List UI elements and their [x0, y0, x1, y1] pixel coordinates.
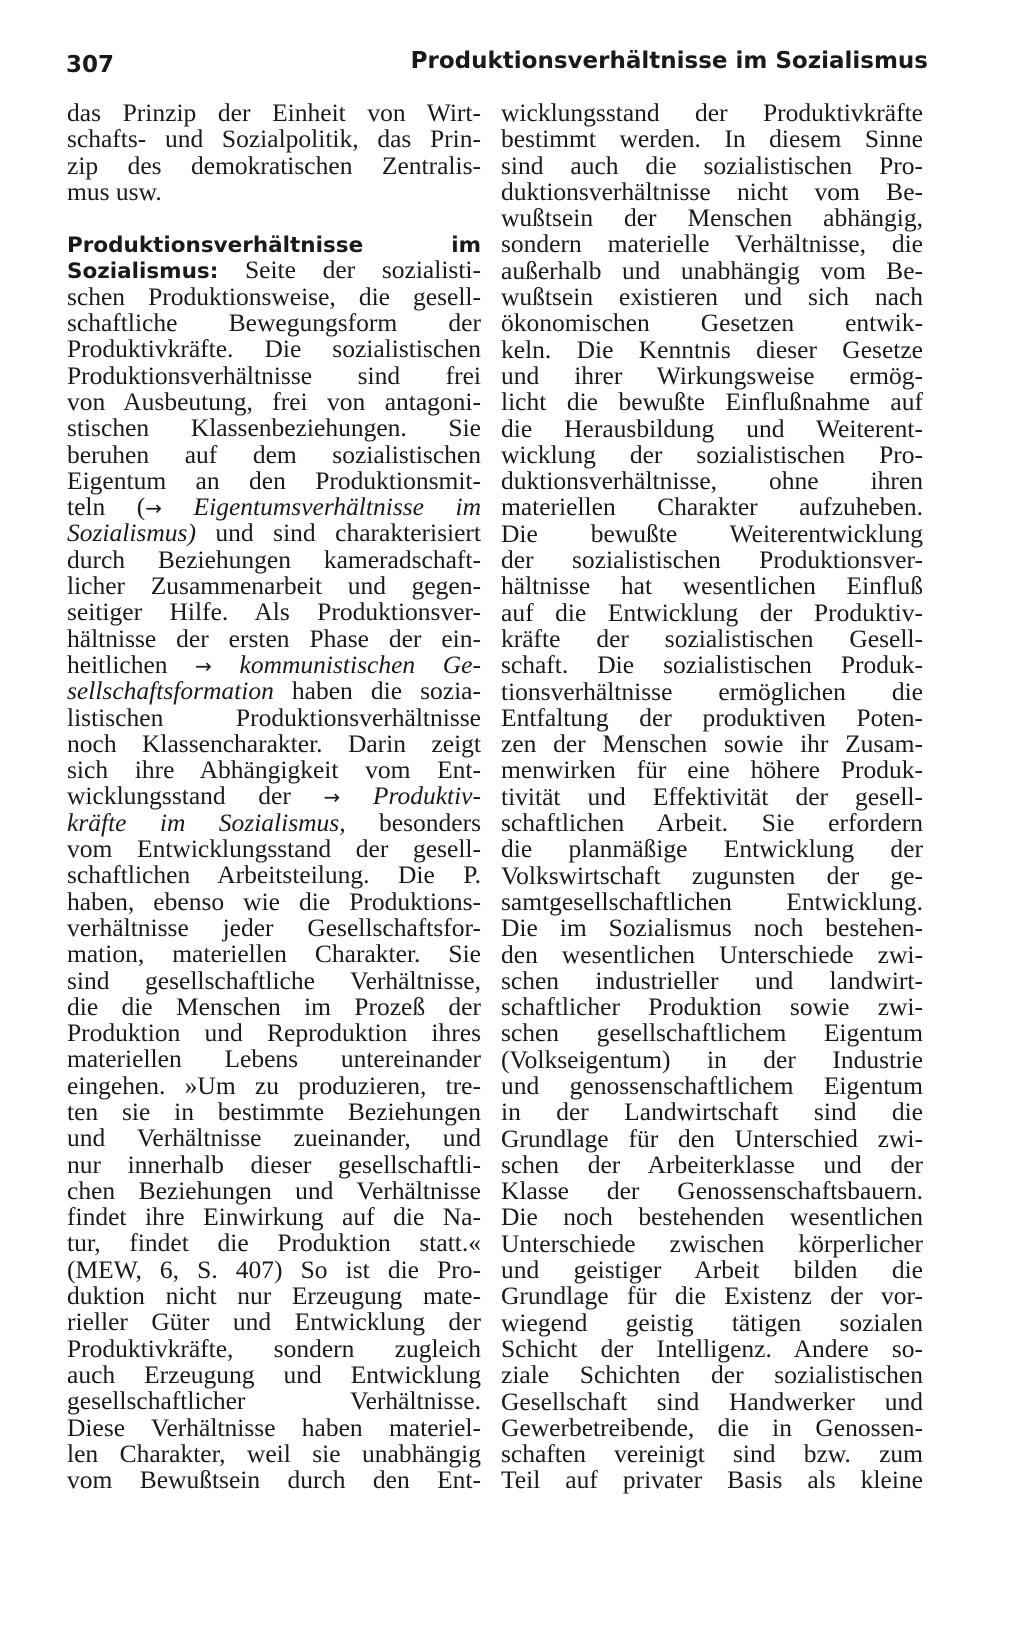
text-line: len Charakter, weil sie unabhängig [67, 1438, 481, 1468]
text-line: stischen Klassenbeziehungen. Sie [67, 413, 481, 443]
text-line: schaftliche Bewegungsform der [67, 308, 481, 338]
text-line: sind gesellschaftliche Verhältnisse, [67, 965, 481, 995]
text-line: zip des demokratischen Zentralis- [67, 150, 481, 180]
text-line: beruhen auf dem sozialistischen [67, 439, 481, 469]
text-line: Produktionsverhältnisse sind frei [67, 360, 481, 390]
text-line: wicklungsstand der Produktivkräfte [501, 98, 923, 127]
text-line: Klasse der Genossenschaftsbauern. [501, 1176, 923, 1206]
text-line: die planmäßige Entwicklung der [501, 834, 923, 864]
cross-reference-link[interactable]: sellschaftsformation [67, 676, 274, 706]
text-line: duktion nicht nur Erzeugung mate- [67, 1281, 481, 1311]
text-line: den wesentlichen Unterschiede zwi- [501, 939, 923, 969]
entry-text: Seite der sozialisti- [218, 255, 481, 285]
text-line: duktionsverhältnisse, ohne ihren [501, 466, 923, 496]
entry-heading: Produktionsverhältnisse im [67, 233, 481, 259]
text-line: wicklung der sozialistischen Pro- [501, 439, 923, 469]
text-line: schaftlichen Arbeitsteilung. Die P. [67, 860, 481, 890]
text-line: bestimmt werden. In diesem Sinne [501, 124, 923, 154]
text-line: sondern materielle Verhältnisse, die [501, 229, 923, 259]
text-line: das Prinzip der Einheit von Wirt- [67, 98, 481, 127]
cross-reference-arrow: → [195, 653, 212, 678]
text-line: teln (→ Eigentumsverhältnisse im [67, 492, 482, 522]
text-line: schen gesellschaftlichem Eigentum [501, 1018, 923, 1048]
cross-reference-link[interactable]: kommunistischen Ge- [211, 649, 481, 679]
text-line: seitiger Hilfe. Als Produktionsver- [67, 597, 481, 627]
entry-body-b [67, 544, 481, 653]
text-line: Entfaltung der produktiven Poten- [501, 702, 923, 732]
text-line: findet ihre Einwirkung auf die Na- [67, 1202, 481, 1232]
text-line: duktionsverhältnisse nicht vom Be- [501, 176, 923, 206]
text-line: eingehen. »Um zu produzieren, tre- [67, 1070, 481, 1100]
cross-reference-link[interactable]: Eigentumsverhältnisse im [162, 492, 482, 522]
text-line: ökonomischen Gesetzen entwik- [501, 308, 923, 338]
text-line: der sozialistischen Produktionsver- [501, 545, 923, 575]
cross-reference-arrow: → [145, 496, 163, 521]
text-line: schen Produktionsweise, die gesell- [67, 281, 481, 311]
text-line: ten sie in bestimmte Beziehungen [67, 1096, 481, 1126]
entry-body-a [67, 281, 481, 495]
text-line: schen der Arbeiterklasse und der [501, 1149, 923, 1179]
text-line: rieller Güter und Entwicklung der [67, 1307, 481, 1337]
running-title: Produktionsverhältnisse im Sozialismus [410, 48, 928, 74]
text-line: vom Entwicklungsstand der gesell- [67, 834, 481, 864]
text-line: Diese Verhältnisse haben materiel- [67, 1412, 481, 1442]
text-line: noch Klassencharakter. Darin zeigt [67, 728, 481, 758]
text-line: Teil auf privater Basis als kleine [501, 1465, 923, 1495]
text-line: Gewerbetreibende, die in Genossen- [501, 1412, 923, 1442]
text-line: Die bewußte Weiterentwicklung [501, 518, 923, 548]
text-line: schaft. Die sozialistischen Produk- [501, 650, 923, 680]
text-line: mation, materiellen Charakter. Sie [67, 939, 481, 969]
left-column [67, 100, 481, 1493]
text-line: chen Beziehungen und Verhältnisse [67, 1175, 481, 1205]
cross-reference-link[interactable]: Sozialismus) [67, 518, 196, 548]
right-column [501, 100, 923, 1494]
text-line: (Volkseigentum) in der Industrie [501, 1044, 923, 1074]
text-line: und genossenschaftlichem Eigentum [501, 1070, 923, 1100]
text-line: materiellen Charakter aufzuheben. [501, 492, 923, 522]
text-line: auf die Entwicklung der Produktiv- [501, 597, 923, 627]
running-header [66, 44, 928, 80]
text-line: Eigentum an den Produktionsmit- [67, 465, 481, 495]
cross-reference-link[interactable]: Produktiv- [340, 781, 481, 811]
text-line: licht die bewußte Einflußnahme auf [501, 387, 923, 417]
text-line: heitlichen → kommunistischen Ge- [67, 649, 481, 679]
text-line: materiellen Lebens untereinander [67, 1044, 481, 1074]
entry-heading-cont: Sozialismus: [67, 259, 219, 285]
text-line: schen industrieller und landwirt- [501, 965, 923, 995]
text-line: sind auch die sozialistischen Pro- [501, 150, 923, 180]
text-line: schaften vereinigt sind bzw. zum [501, 1439, 923, 1469]
text-line: Gesellschaft sind Handwerker und [501, 1386, 923, 1416]
text-line: wiegend geistig tätigen sozialen [501, 1307, 923, 1337]
text-line: schafts- und Sozialpolitik, das Prin- [67, 124, 481, 154]
text-line: (MEW, 6, S. 407) So ist die Pro- [67, 1254, 481, 1284]
text-line: keln. Die Kenntnis dieser Gesetze [501, 334, 923, 364]
text-line: wußtsein der Menschen abhängig, [501, 203, 923, 233]
text-line: tionsverhältnisse ermöglichen die [501, 676, 923, 706]
entry-body-c [67, 702, 481, 785]
text-line: wicklungsstand der → Produktiv- [67, 781, 481, 811]
text-line: Unterschiede zwischen körperlicher [501, 1228, 923, 1258]
text-line: sich ihre Abhängigkeit vom Ent- [67, 755, 481, 785]
entry-heading-line [67, 231, 481, 257]
text-line: schaftlichen Arbeit. Sie erfordern [501, 808, 923, 838]
text-line: die Herausbildung und Weiterent- [501, 413, 923, 443]
cross-reference-link[interactable]: kräfte im Sozialismus, [67, 807, 346, 837]
text-line: Grundlage für den Unterschied zwi- [501, 1123, 923, 1153]
entry-heading-line-2 [67, 257, 481, 283]
text-line: Schicht der Intelligenz. Andere so- [501, 1333, 923, 1363]
text-line: listischen Produktionsverhältnisse [67, 702, 481, 732]
text-line: und Verhältnisse zueinander, und [67, 1123, 481, 1153]
page-number: 307 [66, 52, 115, 78]
text-line: und ihrer Wirkungsweise ermög- [501, 360, 923, 390]
text-line: hältnisse hat wesentlichen Einfluß [501, 571, 923, 601]
text-line: Grundlage für die Existenz der vor- [501, 1281, 923, 1311]
text-line: durch Beziehungen kameradschaft- [67, 544, 481, 574]
text-line: Volkswirtschaft zugunsten der ge- [501, 860, 923, 890]
text-line: und geistiger Arbeit bilden die [501, 1255, 923, 1285]
intro-paragraph [67, 100, 481, 205]
text-line: Die noch bestehenden wesentlichen [501, 1202, 923, 1232]
text-line: die die Menschen im Prozeß der [67, 991, 481, 1021]
text-line: schaftlicher Produktion sowie zwi- [501, 992, 923, 1022]
text-line: auch Erzeugung und Entwicklung [67, 1359, 481, 1389]
text-line: wußtsein existieren und sich nach [501, 282, 923, 312]
text-line: tur, findet die Produktion statt.« [67, 1228, 481, 1258]
text-line: haben, ebenso wie die Produktions- [67, 886, 481, 916]
text-line: Produktivkräfte, sondern zugleich [67, 1333, 481, 1363]
text-line: ziale Schichten der sozialistischen [501, 1360, 923, 1390]
entry-body-d [67, 836, 481, 1493]
text-line: licher Zusammenarbeit und gegen- [67, 571, 481, 601]
text-line: vom Bewußtsein durch den Ent- [67, 1465, 481, 1495]
text-line: in der Landwirtschaft sind die [501, 1097, 923, 1127]
text-line: tivität und Effektivität der gesell- [501, 781, 923, 811]
right-column-body [501, 100, 923, 1494]
text-line: nur innerhalb dieser gesellschaftli- [67, 1149, 481, 1179]
text-line: gesellschaftlicher Verhältnisse. [67, 1386, 481, 1416]
text-line: samtgesellschaftlichen Entwicklung. [501, 886, 923, 916]
text-line: verhältnisse jeder Gesellschaftsfor- [67, 912, 481, 942]
text-line: von Ausbeutung, frei von antagoni- [67, 386, 481, 416]
text-line: kräfte der sozialistischen Gesell- [501, 623, 923, 653]
text-line: Die im Sozialismus noch bestehen- [501, 913, 923, 943]
text-line: kräfte im Sozialismus, besonders [67, 807, 481, 837]
text-line: menwirken für eine höhere Produk- [501, 755, 923, 785]
text-line: zen der Menschen sowie ihr Zusam- [501, 729, 923, 759]
text-line: Sozialismus) und sind charakterisiert [67, 518, 481, 548]
text-line: Produktivkräfte. Die sozialistischen [67, 334, 481, 364]
cross-reference-arrow: → [323, 785, 341, 810]
text-line: Produktion und Reproduktion ihres [67, 1018, 481, 1048]
entry-gap [67, 205, 481, 231]
text-line: hältnisse der ersten Phase der ein- [67, 623, 481, 653]
text-line: sellschaftsformation haben die sozia- [67, 676, 481, 706]
text-line: außerhalb und unabhängig vom Be- [501, 255, 923, 285]
text-line: mus usw. [67, 176, 162, 206]
